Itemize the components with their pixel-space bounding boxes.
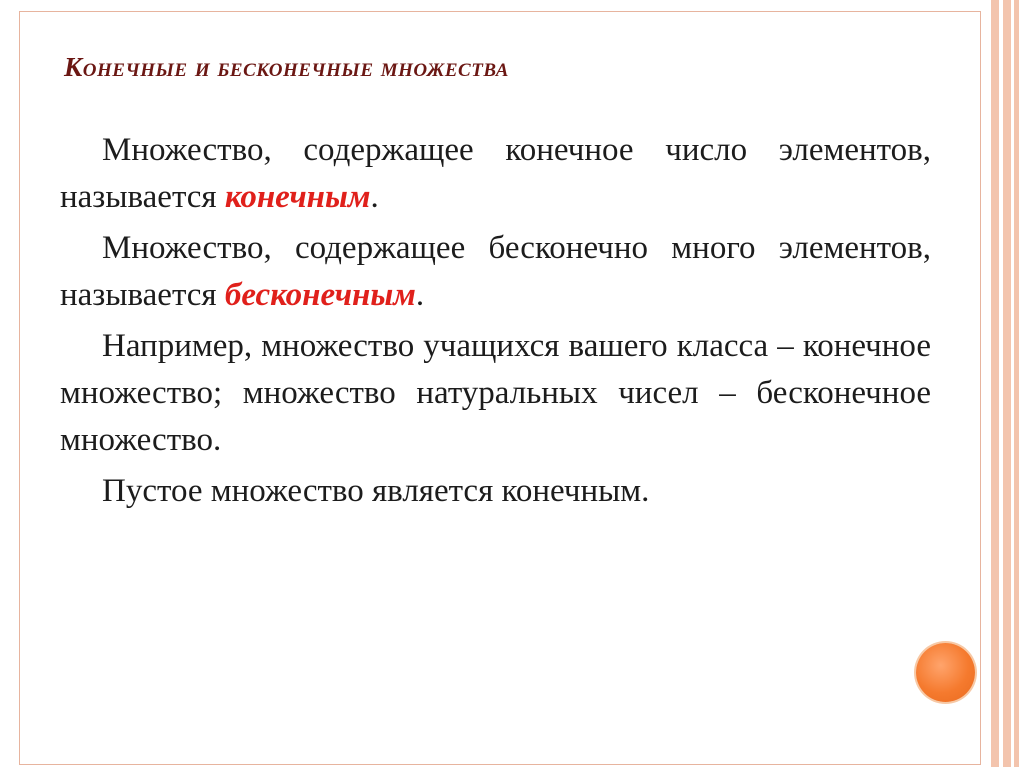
term-finite: конечным [224,179,371,215]
term-infinite: бесконечным [224,277,416,313]
paragraph-punctuation: . [415,277,425,313]
paragraph-text: Множество, содержащее бесконечно много элементов, называется [60,230,931,313]
paragraph-text: Множество, содержащее конечное число элементов, называется [60,132,931,215]
slide-title: Конечные и бесконечные множества [64,52,509,82]
orange-circle-decoration [916,643,975,702]
paragraph-infinite-definition [60,225,931,319]
slide-body [60,127,931,519]
decorative-stripes [981,0,1024,767]
paragraph-punctuation: . [370,179,379,215]
paragraph-example: Например, множество учащихся вашего класса – конечное множество; множество натуральных чисел – бесконечное множество. [60,328,931,458]
paragraph-empty-set: Пустое множество является конечным. [102,473,650,509]
paragraph-finite-definition [60,127,931,221]
